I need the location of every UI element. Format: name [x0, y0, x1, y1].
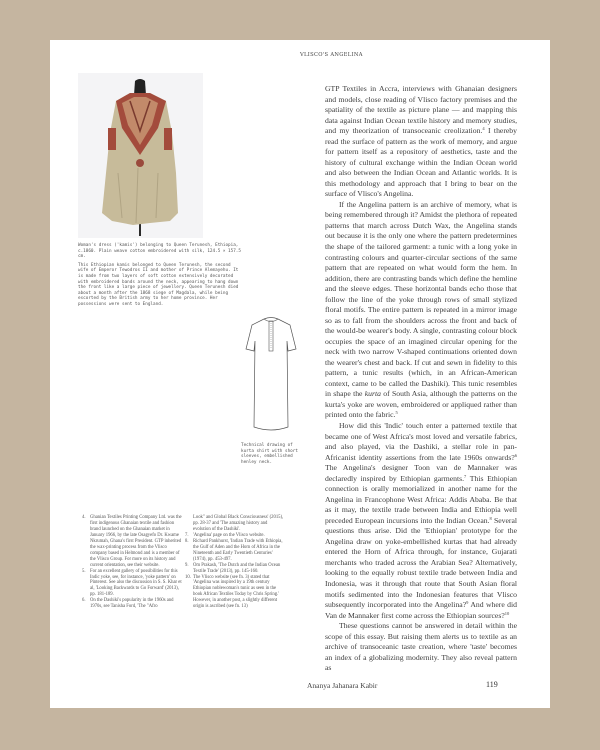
- footnotes-column-2: [185, 515, 285, 610]
- footnote: 5. For an excellent gallery of possibilities for this Indic yoke, see, for instance, 'yoke pattern' on Pinterest. See also the discussion in S. S. Khar et al, 'Looking Backwards to Go Forward' (2013), pp. 181-189.: [82, 568, 182, 598]
- paragraph-1: GTP Textiles in Accra, interviews with Ghanaian designers and models, close reading of Vlisco factory premises and the spatiality of the textile as picture plane — and mapping this data against Indian Ocean textile history and memory studies, and my theorization of transoceanic creolization.$^4$ I thereby read the surface of pattern as the work of memory, and argue for pattern itself as a repository of aesthetics, taste and the history of cultural exchange within the Indian Ocean world and also between the Indian Ocean and Atlantic worlds. It is this methodology and approach that I bring to bear on the surface of Vlisco's Angelina.: [325, 84, 517, 199]
- footnote: 6. On the Dashiki's popularity in the 1960s and 1970s, see Tanisha Ford, 'The "Afro: [82, 598, 174, 610]
- paragraph-2: If the Angelina pattern is an archive of memory, what is being remembered through it? Amidst the plethora of repeated patterns that march across Dutch Wax, the Angelina stands out because it is the only one where the pattern predetermines the shape of the tailored garment: a tunic with a long yoke in contrasting colours and quarter-circular sections of the same pattern that are repeated on what would form the hem. In addition, there are contrasting bands which define the hemline and the sleeve edges. These horizontal bands echo those that follow the line of the yoke through rows of small stylized floral motifs. The entire pattern is repeated in a mirror image so as to fall from the shoulders across the front and back of the would-be wearer's body. A single, contrasting colour block occupies the space of an imagined circular opening for the neck with two narrow V-shaped continuations oriented down the wearer's chest and back. If cut and sewn in fidelity to this pattern, a tunic results (which, in an African-American context, came to be called the Dashiki). This tunic resembles in shape the kurta of South Asia, although the patterns on the kurta's yoke are woven, embroidered or appliqued rather than printed onto the fabric.$^5$: [325, 199, 517, 420]
- kamis-dress-image: [78, 73, 203, 238]
- dress-caption-title: Woman's dress ('kamis') belonging to Queen Terunesh, Ethiopia, c.1860. Plain weave cotton embroidered with silk, 124.5 × 157.5 cm.: [78, 243, 241, 260]
- footnote-ref-6[interactable]: 6: [514, 452, 517, 458]
- footer-author: Ananya Jahanara Kabir: [307, 681, 378, 690]
- footnote-ref-7[interactable]: 7: [464, 473, 467, 479]
- main-body-text: [325, 84, 517, 674]
- paragraph-3: How did this 'Indic' touch enter a patterned textile that became one of West Africa's most loved and versatile fabrics, and also played, via the Dashiki, a stellar role in pan-Africanist identity assertions from the late 1960s onwards?$^6$ The Angelina's designer Toon van de Mannaker was declaredly inspired by Ethiopian garments.$^7$ This Ethiopian connection is orally memorialized in another name for the Angelina in Francophone West Africa: Addis Ababa. Be that as it may, the textile trade between India and Ethiopia well preceded European incursions into the Indian Ocean.$^8$ Several questions thus arise. Did the 'Ethiopian' prototype for the Angelina draw on yoke-embellished kurtas that had already entered the Horn of Africa through, for instance, Gujarati merchants who traded across the Arabian Sea? Alternatively, looking to the equally robust textile trade between India and Indonesia, was it through that route that South Asian floral motifs sedimented into the Indonesian features that Vlisco subsequently incorporated into the Angelina?$^9$ And where did Van de Mannaker first come across the Ethiopian sources?$^{10}$: [325, 421, 517, 620]
- footnote-ref-9[interactable]: 9: [466, 600, 469, 606]
- dress-photo: [78, 73, 203, 238]
- kurta-shirt-icon: [244, 315, 298, 435]
- footnote-ref-10[interactable]: 10: [504, 610, 510, 616]
- footnote: 10. The Vlisco website (see fn. 3) stated that 'Angelina was inspired by a 19th century Ethiopian noblewoman's tunic as seen in the book African Textiles Today by Chris Spring.' However, in another post, a slightly different origin is ascribed (see fn. 13): [185, 574, 280, 610]
- book-page: [50, 40, 550, 708]
- footnote: 4. Ghanian Textiles Printing Company Ltd. was the first indigenous Ghanaian textile and fashion brand launched on the Ghanaian market in January 1966, by the late Osagyefo Dr. Kwame Nkrumah, Ghana's first President. GTP inherited the wax-printing process from the Vlisco company based in Helmond and is a member of the Vlisco Group. For more on its history and current orientation, see their website.: [82, 515, 182, 568]
- dress-caption-body: This Ethiopian kamis belonged to Queen Terunesh, the second wife of Emperor Tewodros II and mother of Prince Alemayehu. It is made from two layers of soft cotton extensively decorated with embroidered bands around the neck, appearing to hang down the front like a large piece of jewellery. Queen Terunesh died about a month after the 1868 siege of Magdala, while being escorted by the British army to her home province. Her possessions were sent to England.: [78, 262, 239, 307]
- footnote-ref-5[interactable]: 5: [395, 410, 398, 416]
- footnote: Look" and Global Black Consciousness' (2015), pp. 28-37 and 'The amazing history and evolution of the Dashiki'.: [193, 515, 284, 532]
- footnote-ref-8[interactable]: 8: [489, 515, 492, 521]
- footnote: 9. Om Prakash, 'The Dutch and the Indian Ocean Textile Trade' (2013), pp. 145-160.: [185, 562, 281, 574]
- running-head: VLISCO'S ANGELINA: [300, 52, 363, 58]
- footnotes-column-1: [82, 515, 182, 610]
- kurta-caption: Technical drawing of kurta shirt with short sleeves, embellished henley neck.: [241, 443, 298, 465]
- dress-caption: [78, 243, 243, 311]
- footnote: 7. 'Angelina' page on the Vlisco website.: [185, 532, 265, 538]
- page-number: 119: [486, 680, 498, 689]
- paragraph-4: These questions cannot be answered in detail within the scope of this essay. But raising them alerts us to textile as an archive of transoceanic taste creation, where 'taste' becomes an index of a globalizing modernity. They also reveal pattern as: [325, 621, 517, 673]
- kurta-drawing: [244, 315, 298, 435]
- footnote-ref-4[interactable]: 4: [482, 126, 485, 132]
- footnote: 8. Richard Pankhurst, 'Indian Trade with Ethiopia, the Gulf of Aden and the Horn of Africa in the Nineteenth and Early Twentieth Centuries' (1974), pp. 453-497.: [185, 538, 283, 562]
